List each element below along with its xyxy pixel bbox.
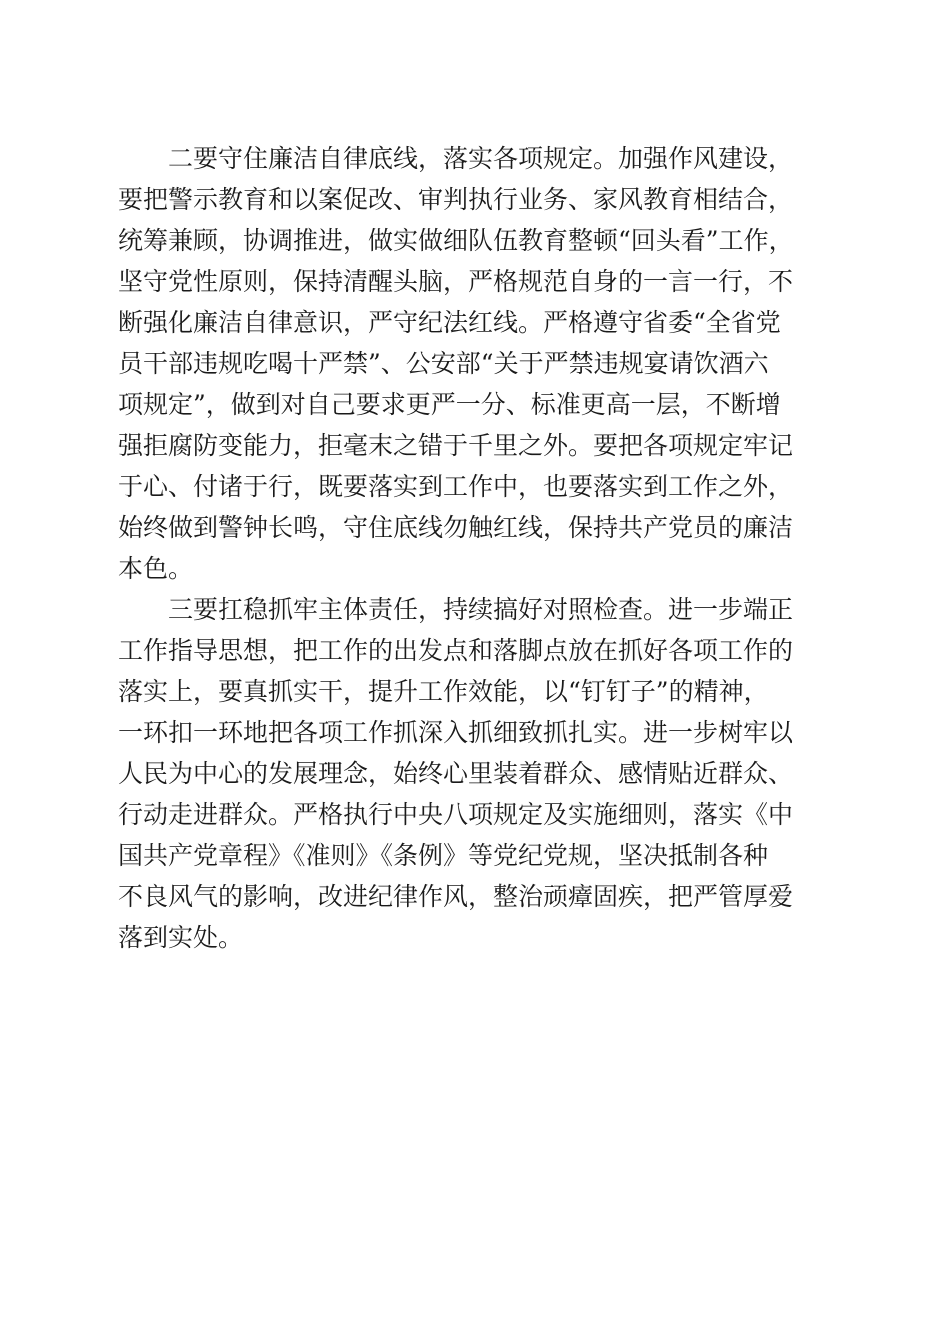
text-line: 二要守住廉洁自律底线，落实各项规定。加强作风建设， — [168, 144, 794, 173]
text-line: 工作指导思想，把工作的出发点和落脚点放在抓好各项工作的 — [118, 636, 794, 665]
text-line: 国共产党章程》《准则》《条例》等党纪党规，坚决抵制各种 — [118, 841, 769, 870]
paragraph-2 — [118, 138, 828, 589]
text-line: 始终做到警钟长鸣，守住底线勿触红线，保持共产党员的廉洁 — [118, 513, 794, 542]
paragraph-3 — [118, 589, 828, 958]
text-line: 行动走进群众。严格执行中央八项规定及实施细则，落实《中 — [118, 800, 794, 829]
text-line: 于心、付诸于行，既要落实到工作中，也要落实到工作之外， — [118, 472, 794, 501]
text-line: 强拒腐防变能力，拒毫末之错于千里之外。要把各项规定牢记 — [118, 431, 794, 460]
document-body — [118, 138, 828, 958]
text-line: 统筹兼顾，协调推进，做实做细队伍教育整顿“回头看”工作， — [118, 226, 794, 255]
text-line: 人民为中心的发展理念，始终心里装着群众、感情贴近群众、 — [118, 759, 794, 788]
text-line: 要把警示教育和以案促改、审判执行业务、家风教育相结合， — [118, 185, 794, 214]
text-line: 断强化廉洁自律意识，严守纪法红线。严格遵守省委“全省党 — [118, 308, 781, 337]
text-line: 不良风气的影响，改进纪律作风，整治顽瘴固疾，把严管厚爱 — [118, 882, 794, 911]
text-line: 本色。 — [118, 554, 194, 583]
text-line: 坚守党性原则，保持清醒头脑，严格规范自身的一言一行，不 — [118, 267, 794, 296]
text-line: 落实上，要真抓实干，提升工作效能，以“钉钉子”的精神， — [118, 677, 769, 706]
text-line: 落到实处。 — [118, 923, 244, 952]
text-line: 一环扣一环地把各项工作抓深入抓细致抓扎实。进一步树牢以 — [118, 718, 794, 747]
text-line: 三要扛稳抓牢主体责任，持续搞好对照检查。进一步端正 — [168, 595, 794, 624]
text-line: 员干部违规吃喝十严禁”、公安部“关于严禁违规宴请饮酒六 — [118, 349, 769, 378]
text-line: 项规定”，做到对自己要求更严一分、标准更高一层，不断增 — [118, 390, 781, 419]
